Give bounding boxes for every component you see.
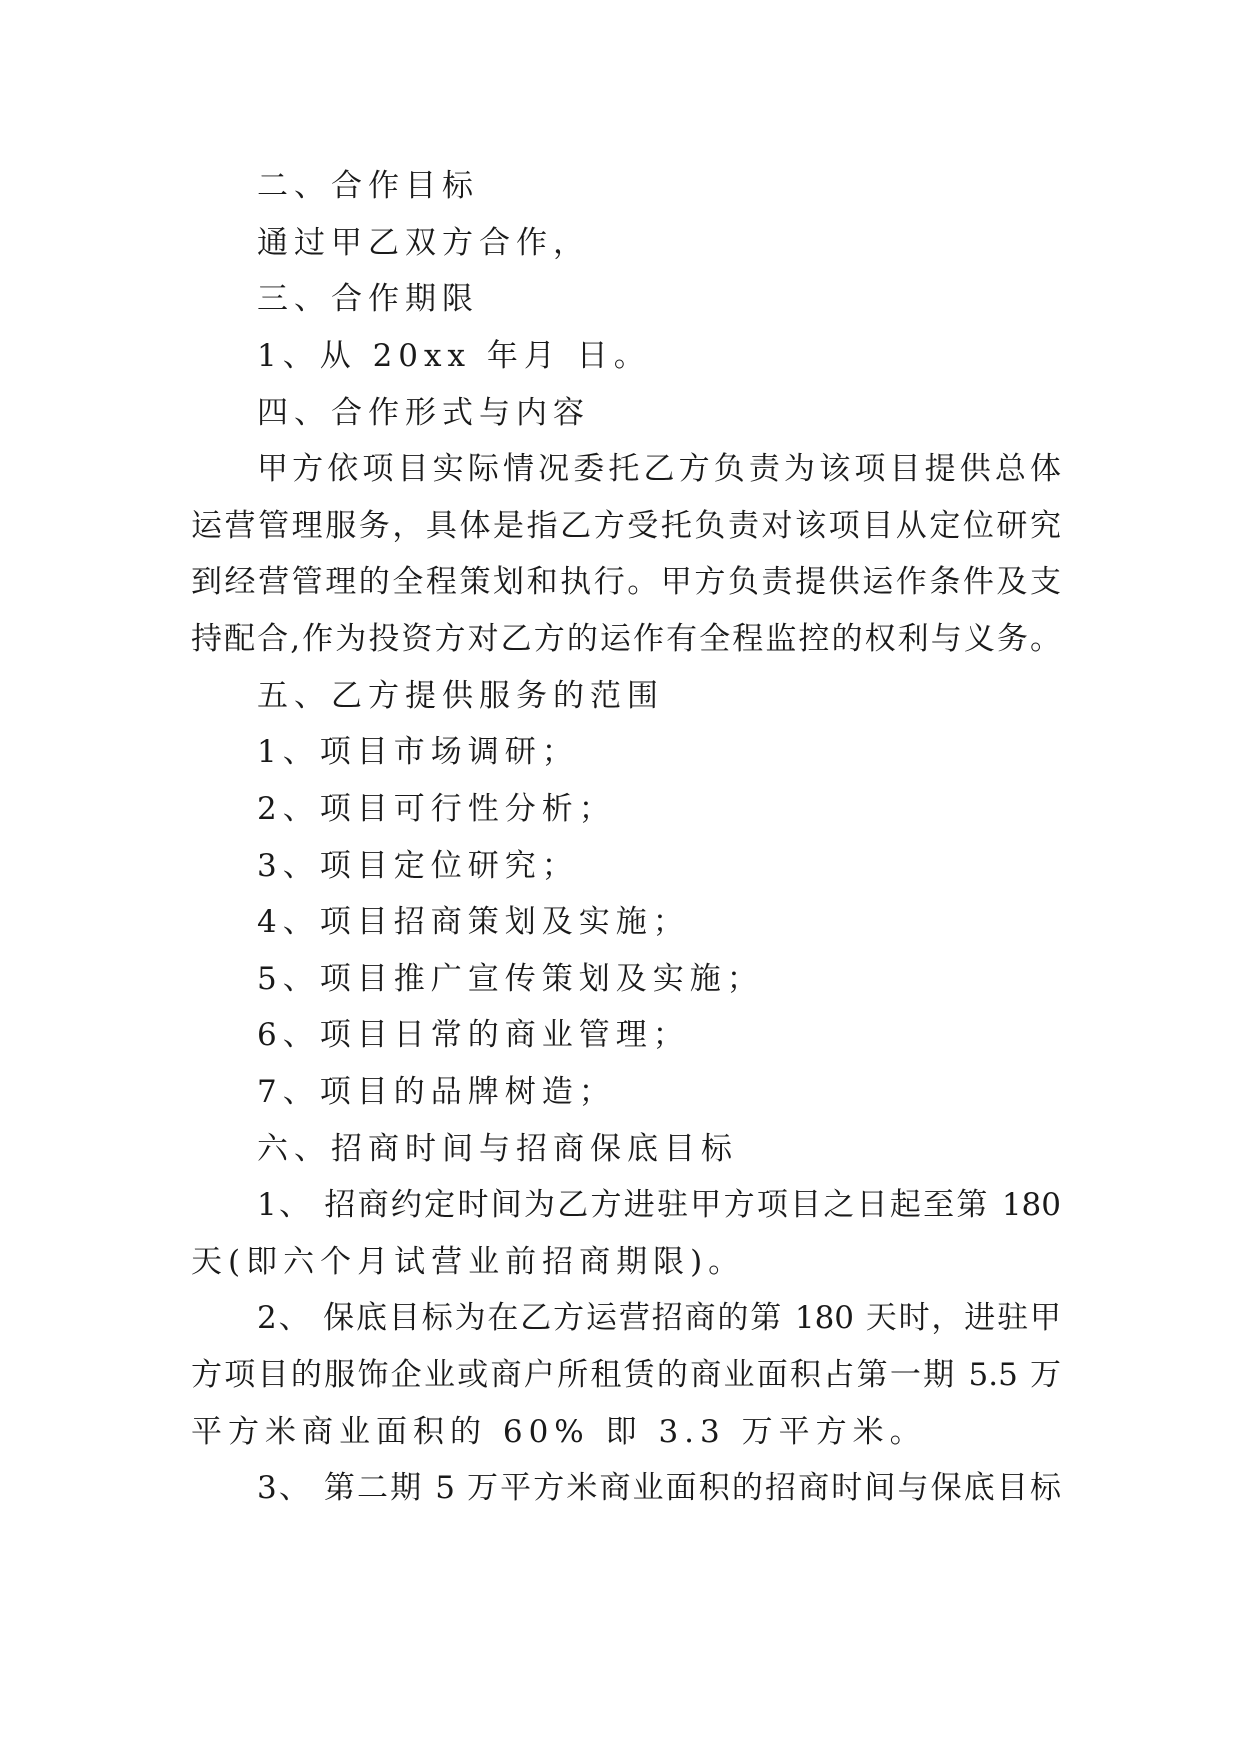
list-item: 7、项目的品牌树造；: [257, 1074, 616, 1110]
section-heading-cooperation-period: 三、合作期限: [257, 281, 479, 317]
section-heading-cooperation-form: 四、合作形式与内容: [257, 395, 590, 431]
paragraph-line: 1、 招商约定时间为乙方进驻甲方项目之日起至第 180: [257, 1187, 1061, 1223]
list-item: 5、项目推广宣传策划及实施；: [257, 961, 764, 997]
list-item: 6、项目日常的商业管理；: [257, 1017, 690, 1053]
list-item: 3、项目定位研究；: [257, 848, 579, 884]
paragraph-line: 甲方依项目实际情况委托乙方负责为该项目提供总体: [257, 451, 1061, 487]
section-heading-investment-time: 六、招商时间与招商保底目标: [257, 1131, 738, 1167]
paragraph-line: 持配合,作为投资方对乙方的运作有全程监控的权利与义务。: [191, 621, 1061, 657]
paragraph-line: 3、 第二期 5 万平方米商业面积的招商时间与保底目标: [257, 1470, 1061, 1506]
paragraph-line: 天(即六个月试营业前招商期限)。: [191, 1244, 746, 1280]
section-heading-cooperation-goal: 二、合作目标: [257, 168, 479, 204]
list-item: 2、项目可行性分析；: [257, 791, 616, 827]
paragraph-line: 1、从 20xx 年月 日。: [257, 338, 651, 374]
section-heading-service-scope: 五、乙方提供服务的范围: [257, 678, 664, 714]
paragraph-line: 2、 保底目标为在乙方运营招商的第 180 天时，进驻甲: [257, 1300, 1061, 1336]
paragraph-line: 到经营管理的全程策划和执行。甲方负责提供运作条件及支: [191, 564, 1061, 600]
paragraph-line: 方项目的服饰企业或商户所租赁的商业面积占第一期 5.5 万: [191, 1357, 1061, 1393]
paragraph-line: 运营管理服务，具体是指乙方受托负责对该项目从定位研究: [191, 508, 1061, 544]
paragraph-line: 通过甲乙双方合作，: [257, 225, 590, 261]
paragraph-line: 平方米商业面积的 60% 即 3.3 万平方米。: [191, 1414, 927, 1450]
list-item: 4、项目招商策划及实施；: [257, 904, 690, 940]
list-item: 1、项目市场调研；: [257, 734, 579, 770]
